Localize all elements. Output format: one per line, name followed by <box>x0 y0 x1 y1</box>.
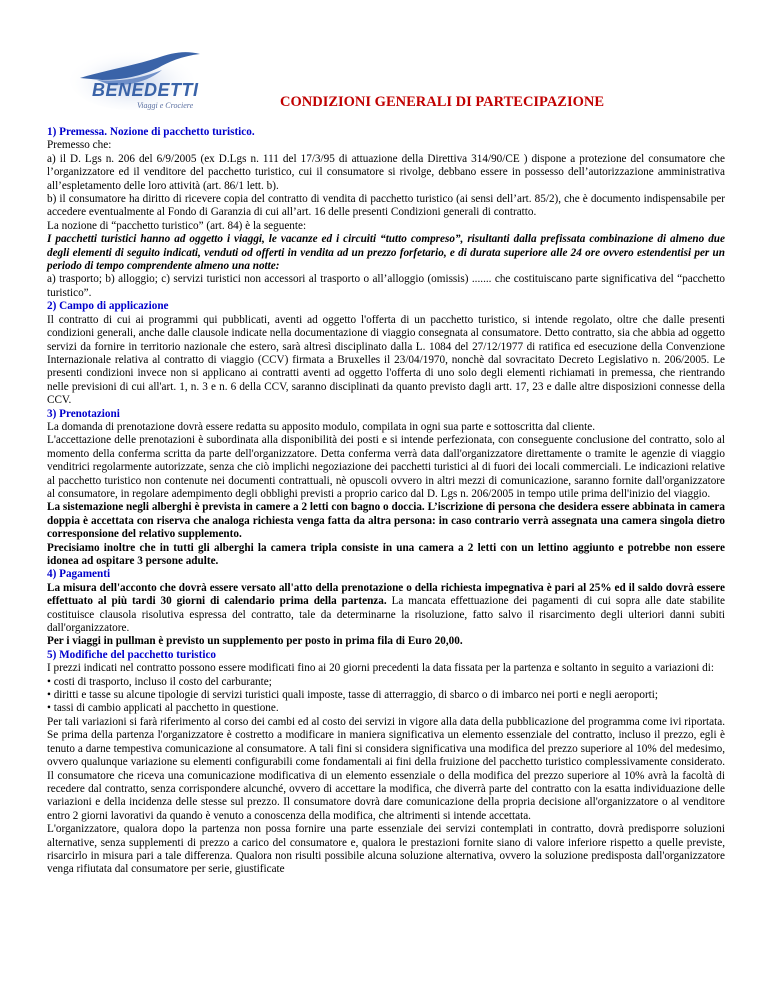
paragraph: a) il D. Lgs n. 206 del 6/9/2005 (ex D.Lgs n. 111 del 17/3/95 di attuazione della Direttiva 314/90/CE ) dispone a protezione del consumatore che l’organizzatore ed il venditore del pacchetto turistico, cui il consumatore si rivolge, debbano essere in possesso dell’autorizzazione amministrativa all’espletamento delle loro attività (art. 86/1 lett. b). <box>47 152 725 192</box>
paragraph: Il contratto di cui ai programmi qui pubblicati, aventi ad oggetto l'offerta di un pacchetto turistico, si intende regolato, oltre che dalle presenti condizioni generali, anche dalle clausole indicate nella documentazione di viaggio consegnata al consumatore. Detto contratto, sia che abbia ad oggetto servizi da fornire in territorio nazionale che estero, sarà altresì disciplinato dalla L. 1084 del 27/12/1977 di ratifica ed esecuzione della Convenzione Internazionale relativa al contratto di viaggio (CCV) firmata a Bruxelles il 23/04/1970, nonchè dal sovracitato Decreto Legislativo n. 206/2005. Le presenti condizioni invece non si applicano ai contratti aventi ad oggetto l'offerta di uno solo degli elementi richiamati in premessa, che rientrando nelle previsioni di cui all'art. 1, n. 3 e n. 6 della CCV, saranno disciplinati da quanto previsto dagli artt. 17, 23 e dalle altre disposizioni connesse della CCV. <box>47 313 725 407</box>
document-body <box>47 126 725 877</box>
paragraph: a) trasporto; b) alloggio; c) servizi turistici non accessori al trasporto o all’alloggio (omissis) ....... che costituiscano parte significativa del “pacchetto turistico”. <box>47 273 725 299</box>
brand-tagline: Viaggi e Crociere <box>137 101 194 110</box>
paragraph: L'accettazione delle prenotazioni è subordinata alla disponibilità dei posti e si intende perfezionata, con conseguente conclusione del contratto, solo al momento della conferma scritta da parte dell'organizzatore. Detta conferma verrà data dall'organizzatore direttamente o tramite le agenzie di viaggio venditrici regolarmente autorizzate, senza che ciò implichi negoziazione dei pacchetti turistici al di fuori dei locali commerciali. Le indicazioni relative al pacchetto turistico non contenute nei documenti contrattuali, nè opuscoli ovvero in altri mezzi di comunicazione, saranno fornite dall'organizzatore al consumatore, in regolare adempimento degli obblighi previsti a proprio carico dal D. Lgs n. 206/2005 in tempo utile prima dell'inizio del viaggio. <box>47 434 725 500</box>
paragraph-emphasis: I pacchetti turistici hanno ad oggetto i viaggi, le vacanze ed i circuiti “tutto compreso”, risultanti dalla prefissata combinazione di almeno due degli elementi di seguito indicati, venduti od offerti in vendita ad un prezzo forfetario, e di durata superiore alle 24 ore ovvero estendentisi per un periodo di tempo comprendente almeno una notte: <box>47 233 725 273</box>
page-title: CONDIZIONI GENERALI DI PARTECIPAZIONE <box>280 94 605 110</box>
section-heading: 3) Prenotazioni <box>47 407 120 420</box>
list-item: • diritti e tasse su alcune tipologie di servizi turistici quali imposte, tasse di atterraggio, di sbarco o di imbarco nei porti e negli aeroporti; <box>47 689 658 702</box>
paragraph-bold-part: La misura dell'acconto che dovrà essere versato all'atto della prenotazione o della richiesta impegnativa è pari al 25% ed il saldo dovrà essere effettuato al più tardi 30 giorni di calendario prima della partenza. <box>47 581 725 608</box>
paragraph: Premesso che: <box>47 139 112 152</box>
brand-name: BENEDETTI <box>92 80 199 100</box>
paragraph: Per tali variazioni si farà riferimento al corso dei cambi ed al costo dei servizi in vigore alla data della pubblicazione del programma come ivi riportata. Se prima della partenza l'organizzatore è costretto a modificare in maniera significativa un elemento essenziale del contratto, incluso il prezzo, egli è tenuto a darne tempestiva comunicazione al consumatore. A tali fini si considera significativa una modifica del prezzo superiore al 10% del medesimo, ovvero qualunque variazione su elementi configurabili come fondamentali ai fini della fruizione del pacchetto turistico complessivamente considerato. Il consumatore che riceva una comunicazione modificativa di un elemento essenziale o della modifica del prezzo superiore al 10% avrà la facoltà di recedere dal contratto, senza corrispondere alcunché, ovvero di accettare la modifica, che diverrà parte del contratto con la esatta individuazione delle variazioni e della incidenza delle stesse sul prezzo. Il consumatore dovrà dare comunicazione della propria decisione all'organizzatore o al venditore entro 2 giorni lavorativi da quando è venuto a conoscenza della modifica, che altrimenti si intende accettata. <box>47 715 725 822</box>
paragraph <box>47 582 725 636</box>
paragraph-bold: Per i viaggi in pullman è previsto un supplemento per posto in prima fila di Euro 20,00. <box>47 635 463 648</box>
paragraph: La domanda di prenotazione dovrà essere redatta su apposito modulo, compilata in ogni sua parte e sottoscritta dal cliente. <box>47 420 596 433</box>
paragraph-bold: La sistemazione negli alberghi è prevista in camere a 2 letti con bagno o doccia. L’iscrizione di persona che desidera essere abbinata in camera doppia è accettata con riserva che analoga richiesta venga fatta da altra persona: in caso contrario verrà assegnata una camera singola dietro corresponsione del relativo supplemento. <box>47 501 725 541</box>
paragraph: L'organizzatore, qualora dopo la partenza non possa fornire una parte essenziale dei servizi contemplati in contratto, dovrà predisporre soluzioni alternative, senza supplementi di prezzo a carico del consumatore e, qualora le prestazioni fornite siano di valore inferiore rispetto a quelle previste, risarcirlo in misura pari a tale differenza. Qualora non risulti possibile alcuna soluzione alternativa, ovvero la soluzione predisposta dall'organizzatore venga rifiutata dal consumatore per serie, giustificate <box>47 823 725 876</box>
section-heading: 2) Campo di applicazione <box>47 300 169 313</box>
list-item: • tassi di cambio applicati al pacchetto in questione. <box>47 702 279 715</box>
paragraph: b) il consumatore ha diritto di ricevere copia del contratto di vendita di pacchetto turistico (ai sensi dell’art. 85/2), che è documento indispensabile per accedere eventualmente al Fondo di Garanzia di cui all’art. 16 delle presenti Condizioni generali di contratto. <box>47 193 725 219</box>
paragraph: I prezzi indicati nel contratto possono essere modificati fino ai 20 giorni precedenti la data fissata per la partenza e soltanto in seguito a variazioni di: <box>47 662 714 675</box>
paragraph-bold: Precisiamo inoltre che in tutti gli alberghi la camera tripla consiste in una camera a 2 letti con un lettino aggiunto e potrebbe non essere idonea ad ospitare 3 persone adulte. <box>47 541 725 567</box>
section-heading: 5) Modifiche del pacchetto turistico <box>47 648 217 661</box>
section-heading: 4) Pagamenti <box>47 568 111 581</box>
paragraph: La nozione di “pacchetto turistico” (art. 84) è la seguente: <box>47 219 307 232</box>
section-heading: 1) Premessa. Nozione di pacchetto turistico. <box>47 126 255 138</box>
paragraph-part: La mancata effettuazione dei pagamenti di cui sopra alle date stabilite costituisce clausola risolutiva espressa del contratto, tale da determinarne la risoluzione, fatto salvo il risarcimento degli ulteriori danni subiti dall'organizzatore. <box>47 595 725 635</box>
list-item: • costi di trasporto, incluso il costo del carburante; <box>47 675 272 688</box>
